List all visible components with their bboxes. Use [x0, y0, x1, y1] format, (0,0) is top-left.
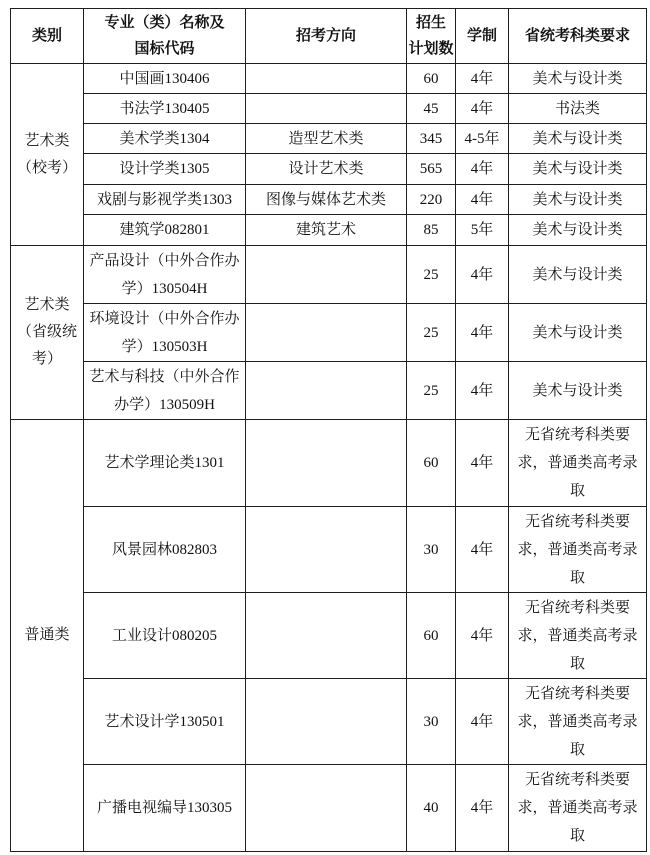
header-major-label-line: 国标代码: [134, 41, 195, 57]
requirement-cell: [509, 304, 647, 362]
table-row: [11, 765, 647, 852]
header-plan-label-line: 计划数: [408, 41, 454, 57]
requirement-text-line: 求，普通类高考录: [517, 627, 638, 644]
requirement-text-line: 无省统考科类要: [524, 427, 630, 443]
direction-text: 图像与媒体艺术类: [265, 191, 386, 208]
duration-cell: [456, 420, 509, 507]
major-name: 美术学类1304: [119, 130, 210, 147]
category-label-line: （校考）: [16, 159, 77, 176]
requirement-text-line: 求，普通类高考录: [517, 800, 638, 816]
duration-text: 4年: [470, 324, 494, 341]
duration-text: 4年: [470, 627, 494, 644]
duration-cell: [456, 304, 509, 362]
duration-text: 4年: [470, 800, 494, 816]
major-name-line: 产品设计（中外合作办: [89, 252, 240, 269]
major-name: 广播电视编导130305: [96, 800, 232, 816]
plan-cell: [407, 124, 456, 154]
table-row: [11, 215, 647, 246]
direction-cell: [246, 362, 407, 420]
direction-text: 设计艺术类: [288, 161, 364, 177]
plan-cell: [407, 420, 456, 507]
enrollment-plan-table: [10, 8, 647, 852]
table-row: [11, 679, 647, 765]
duration-text: 5年: [470, 222, 494, 238]
duration-cell: [456, 94, 509, 124]
duration-text: 4年: [470, 382, 494, 399]
major-name: 风景园林082803: [111, 541, 217, 558]
plan-count: 25: [423, 382, 439, 399]
requirement-text: 美术与设计类: [532, 70, 623, 87]
duration-text: 4年: [470, 161, 494, 177]
direction-cell: [246, 420, 407, 507]
duration-cell: [456, 679, 509, 765]
plan-count: 60: [423, 455, 439, 471]
table-row: [11, 124, 647, 154]
major-name: 戏剧与影视学类1303: [96, 191, 232, 208]
header-plan-label-line: 招生: [415, 15, 446, 31]
plan-count: 30: [423, 713, 439, 730]
requirement-text-line: 取: [569, 569, 585, 586]
header-major-label-line: 专业（类）名称及: [104, 15, 225, 31]
header-major: [84, 9, 246, 64]
direction-cell: [246, 304, 407, 362]
table-row: [11, 246, 647, 304]
requirement-cell: [509, 185, 647, 215]
requirement-text-line: 无省统考科类要: [524, 599, 630, 616]
table-row: [11, 154, 647, 185]
direction-cell: [246, 185, 407, 215]
plan-count: 40: [423, 800, 439, 816]
major-name: 中国画130406: [119, 70, 210, 87]
plan-cell: [407, 765, 456, 852]
major-cell: [84, 304, 246, 362]
major-cell: [84, 124, 246, 154]
major-name-line: 艺术与科技（中外合作: [89, 368, 240, 385]
requirement-text: 美术与设计类: [532, 382, 623, 399]
major-name: 艺术设计学130501: [104, 713, 225, 730]
direction-cell: [246, 765, 407, 852]
requirement-text-line: 取: [569, 741, 585, 758]
header-direction-label: 招考方向: [295, 28, 356, 44]
requirement-cell: [509, 593, 647, 679]
header-requirement-label: 省统考科类要求: [524, 28, 630, 44]
requirement-text-line: 取: [569, 655, 585, 672]
duration-text: 4年: [470, 191, 494, 208]
requirement-text-line: 无省统考科类要: [524, 513, 630, 530]
header-category-label: 类别: [31, 28, 62, 44]
direction-cell: [246, 679, 407, 765]
duration-text: 4-5年: [464, 130, 500, 147]
category-label-line: （省级统: [16, 324, 77, 340]
duration-cell: [456, 765, 509, 852]
requirement-cell: [509, 246, 647, 304]
requirement-text-line: 求，普通类高考录: [517, 455, 638, 471]
duration-cell: [456, 246, 509, 304]
requirement-cell: [509, 420, 647, 507]
plan-cell: [407, 304, 456, 362]
requirement-text: 书法类: [554, 100, 600, 117]
requirement-cell: [509, 765, 647, 852]
major-cell: [84, 215, 246, 246]
major-cell: [84, 765, 246, 852]
major-cell: [84, 154, 246, 185]
major-cell: [84, 507, 246, 593]
plan-count: 25: [423, 266, 439, 283]
plan-cell: [407, 362, 456, 420]
plan-count: 565: [419, 161, 443, 177]
table-row: [11, 362, 647, 420]
table-row: [11, 593, 647, 679]
table-row: [11, 507, 647, 593]
duration-cell: [456, 215, 509, 246]
direction-cell: [246, 94, 407, 124]
plan-cell: [407, 507, 456, 593]
table-row: [11, 420, 647, 507]
direction-cell: [246, 246, 407, 304]
duration-text: 4年: [470, 713, 494, 730]
plan-cell: [407, 246, 456, 304]
major-name-line: 办学）130509H: [114, 396, 215, 413]
direction-cell: [246, 215, 407, 246]
requirement-text-line: 无省统考科类要: [524, 685, 630, 702]
requirement-text-line: 取: [569, 828, 585, 844]
duration-cell: [456, 64, 509, 94]
duration-cell: [456, 124, 509, 154]
direction-cell: [246, 593, 407, 679]
major-cell: [84, 246, 246, 304]
duration-text: 4年: [470, 70, 494, 87]
major-name: 书法学130405: [119, 100, 210, 117]
requirement-cell: [509, 507, 647, 593]
category-label-line: 普通类: [24, 627, 70, 643]
requirement-cell: [509, 362, 647, 420]
major-name-line: 环境设计（中外合作办: [89, 310, 240, 327]
plan-cell: [407, 215, 456, 246]
major-cell: [84, 362, 246, 420]
plan-count: 85: [423, 222, 439, 238]
header-row: [11, 9, 647, 64]
plan-count: 220: [419, 191, 443, 208]
major-name: 工业设计080205: [111, 627, 217, 644]
plan-count: 345: [419, 130, 443, 147]
direction-cell: [246, 154, 407, 185]
category-label-line: 艺术类: [24, 132, 70, 149]
header-duration-label: 学制: [466, 28, 497, 44]
plan-cell: [407, 64, 456, 94]
major-cell: [84, 94, 246, 124]
plan-cell: [407, 185, 456, 215]
duration-text: 4年: [470, 100, 494, 117]
requirement-text-line: 无省统考科类要: [524, 772, 630, 788]
category-label-line: 艺术类: [24, 297, 70, 313]
direction-text: 建筑艺术: [295, 222, 356, 238]
major-cell: [84, 64, 246, 94]
header-plan: [407, 9, 456, 64]
plan-cell: [407, 94, 456, 124]
plan-count: 60: [423, 627, 439, 644]
plan-cell: [407, 593, 456, 679]
direction-cell: [246, 124, 407, 154]
requirement-cell: [509, 64, 647, 94]
requirement-text-line: 取: [569, 483, 585, 499]
duration-cell: [456, 185, 509, 215]
major-cell: [84, 679, 246, 765]
major-cell: [84, 185, 246, 215]
requirement-text-line: 求，普通类高考录: [517, 713, 638, 730]
major-name: 建筑学082801: [119, 222, 210, 238]
plan-count: 30: [423, 541, 439, 558]
plan-count: 60: [423, 70, 439, 87]
plan-cell: [407, 679, 456, 765]
requirement-cell: [509, 679, 647, 765]
table-row: [11, 185, 647, 215]
requirement-text: 美术与设计类: [532, 191, 623, 208]
requirement-text: 美术与设计类: [532, 161, 623, 177]
header-direction: [246, 9, 407, 64]
duration-text: 4年: [470, 455, 494, 471]
major-name-line: 学）130504H: [121, 280, 208, 297]
duration-cell: [456, 362, 509, 420]
header-requirement: [509, 9, 647, 64]
plan-count: 45: [423, 100, 439, 117]
duration-text: 4年: [470, 266, 494, 283]
requirement-text: 美术与设计类: [532, 266, 623, 283]
requirement-cell: [509, 215, 647, 246]
duration-text: 4年: [470, 541, 494, 558]
plan-count: 25: [423, 324, 439, 341]
category-label-line: 考）: [31, 351, 62, 367]
requirement-text: 美术与设计类: [532, 222, 623, 238]
duration-cell: [456, 507, 509, 593]
requirement-text-line: 求，普通类高考录: [517, 541, 638, 558]
table-row: [11, 94, 647, 124]
category-cell: [11, 64, 84, 246]
table-row: [11, 304, 647, 362]
direction-text: 造型艺术类: [288, 130, 364, 147]
duration-cell: [456, 154, 509, 185]
requirement-cell: [509, 94, 647, 124]
major-name-line: 学）130503H: [121, 338, 208, 355]
requirement-text: 美术与设计类: [532, 324, 623, 341]
direction-cell: [246, 64, 407, 94]
requirement-cell: [509, 124, 647, 154]
table-row: [11, 64, 647, 94]
major-name: 设计学类1305: [119, 161, 210, 177]
category-cell: [11, 420, 84, 852]
major-cell: [84, 593, 246, 679]
header-category: [11, 9, 84, 64]
category-cell: [11, 246, 84, 420]
major-name: 艺术学理论类1301: [104, 455, 225, 471]
duration-cell: [456, 593, 509, 679]
requirement-text: 美术与设计类: [532, 130, 623, 147]
direction-cell: [246, 507, 407, 593]
requirement-cell: [509, 154, 647, 185]
major-cell: [84, 420, 246, 507]
plan-cell: [407, 154, 456, 185]
header-duration: [456, 9, 509, 64]
